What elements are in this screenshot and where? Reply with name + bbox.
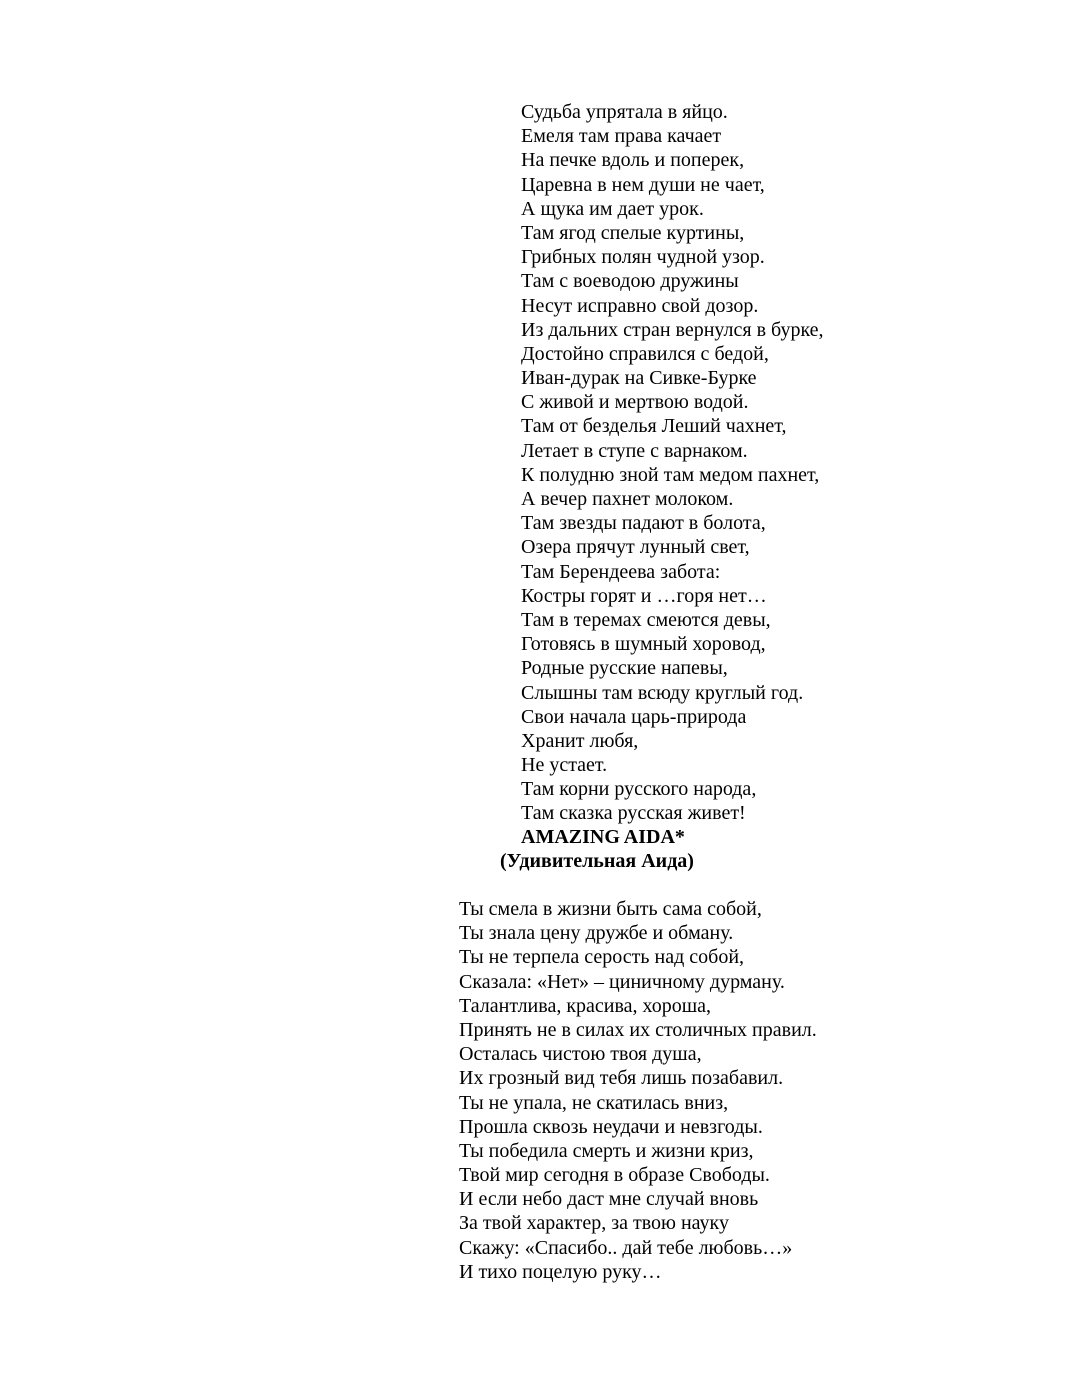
poem-line: Ты смела в жизни быть сама собой, <box>459 898 762 920</box>
poem-line: Ты знала цену дружбе и обману. <box>459 922 734 945</box>
poem-line: Принять не в силах их столичных правил. <box>459 1018 817 1041</box>
poem-line: На печке вдоль и поперек, <box>521 149 745 172</box>
poem-line: Готовясь в шумный хоровод, <box>521 633 766 656</box>
poem-line: Слышны там всюду круглый год. <box>521 681 804 704</box>
poem-line: А вечер пахнет молоком. <box>521 488 734 510</box>
poem-line: Родные русские напевы, <box>521 657 728 680</box>
poem-line: Несут исправно свой дозор. <box>521 294 759 317</box>
poem-1-stanza <box>521 100 824 826</box>
poem-line: Там звезды падают в болота, <box>521 512 766 535</box>
poem-line: Не устает. <box>521 754 608 777</box>
poem-line: Там в теремах смеются девы, <box>521 608 771 631</box>
poem-line: Там от безделья Леший чахнет, <box>521 415 787 438</box>
poem-line: Там Берендеева забота: <box>521 560 721 583</box>
poem-line: Емеля там права качает <box>521 125 722 148</box>
poem-line: Сказала: «Нет» – циничному дурману. <box>459 970 785 993</box>
poem-line: К полудню зной там медом пахнет, <box>521 463 820 486</box>
poem-line: Грибных полян чудной узор. <box>521 246 765 269</box>
poem-line: Иван-дурак на Сивке-Бурке <box>521 367 757 390</box>
poem-line: Их грозный вид тебя лишь позабавил. <box>459 1067 784 1090</box>
poem-line: Летает в ступе с варнаком. <box>521 439 748 462</box>
poem-line: За твой характер, за твою науку <box>459 1212 729 1235</box>
poem-line: Костры горят и …горя нет… <box>521 584 767 607</box>
poem-line: Ты победила смерть и жизни криз, <box>459 1139 754 1162</box>
poem-line: Хранит любя, <box>521 729 639 752</box>
poem-line: Талантлива, красива, хороша, <box>459 994 712 1017</box>
poem-line: Там сказка русская живет! <box>521 802 746 825</box>
poem-line: Прошла сквозь неудачи и невзгоды. <box>459 1115 763 1138</box>
poem-2-stanza <box>459 897 817 1284</box>
poem-line: Осталась чистою твоя душа, <box>459 1043 702 1066</box>
poem-line: Судьба упрятала в яйцо. <box>521 101 728 123</box>
poem-line: Царевна в нем души не чает, <box>521 173 765 196</box>
poem-line: А щука им дает урок. <box>521 197 704 220</box>
poem-line: Озера прячут лунный свет, <box>521 536 750 559</box>
poem-line: Из дальних стран вернулся в бурке, <box>521 318 824 341</box>
poem-line: Ты не упала, не скатилась вниз, <box>459 1091 729 1114</box>
poem-line: Достойно справился с бедой, <box>521 342 769 365</box>
poem-2-subtitle: (Удивительная Аида) <box>500 850 694 872</box>
poem-line: Свои начала царь-природа <box>521 705 747 728</box>
poem-line: Там корни русского народа, <box>521 778 757 801</box>
poem-2-title: AMAZING AIDA* <box>521 826 685 848</box>
poem-line: Твой мир сегодня в образе Свободы. <box>459 1164 770 1187</box>
poem-line: С живой и мертвою водой. <box>521 391 749 414</box>
poem-line: Ты не терпела серость над собой, <box>459 946 745 969</box>
poem-line: Там с воеводою дружины <box>521 270 739 293</box>
poem-line: И тихо поцелую руку… <box>459 1260 662 1283</box>
poem-line: Скажу: «Спасибо.. дай тебе любовь…» <box>459 1236 793 1259</box>
poem-line: Там ягод спелые куртины, <box>521 221 745 244</box>
poem-line: И если небо даст мне случай вновь <box>459 1188 759 1211</box>
